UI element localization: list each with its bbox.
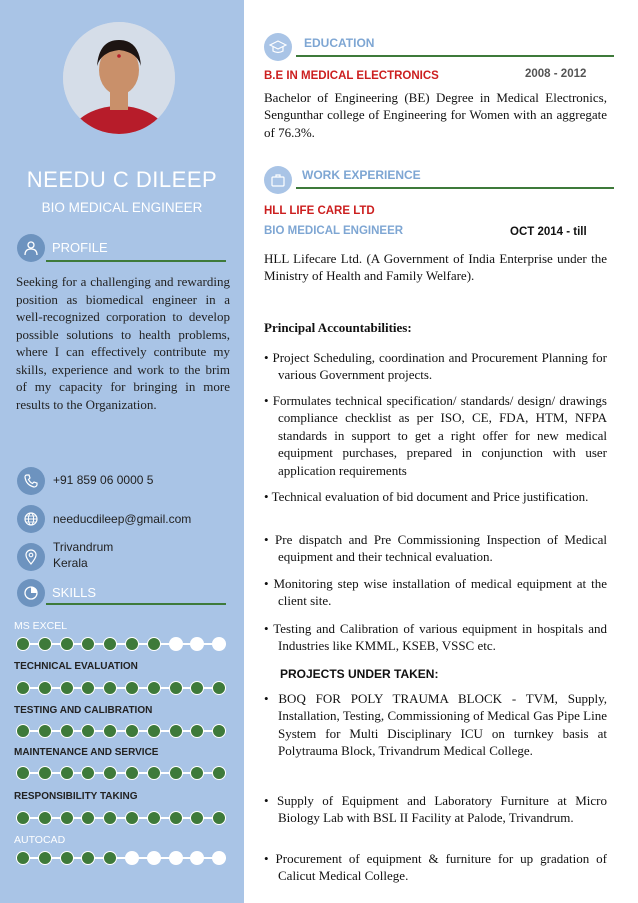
skill-dot-empty xyxy=(190,851,204,865)
accountability-item: • Pre dispatch and Pre Commissioning Inspection of Medical equipment and their technical evaluation. xyxy=(264,532,607,565)
work-divider xyxy=(296,187,614,189)
skill-dot-filled xyxy=(81,811,95,825)
skill-label-responsibility: RESPONSIBILITY TAKING xyxy=(14,791,138,802)
skill-dot-empty xyxy=(212,637,226,651)
sidebar xyxy=(0,0,244,903)
work-title: WORK EXPERIENCE xyxy=(302,168,421,182)
phone-icon xyxy=(17,467,45,495)
skills-gauge-icon xyxy=(17,579,45,607)
skill-dot-filled xyxy=(60,766,74,780)
skill-dot-filled xyxy=(38,681,52,695)
skill-dot-filled xyxy=(190,681,204,695)
skill-dot-filled xyxy=(16,766,30,780)
skill-dot-filled xyxy=(212,724,226,738)
skill-dot-filled xyxy=(103,811,117,825)
accountability-item: • Formulates technical specification/ standards/ design/ drawings compliance checklist as per ISO, CE, FDA, HTM, NFPA standards in support to get a right offer for new medical equipment purchases, prepared in conjunction with user application requirements xyxy=(264,393,607,478)
accountability-item: • Monitoring step wise installation of medical equipment at the client site. xyxy=(264,576,607,609)
skill-label-autocad: AUTOCAD xyxy=(14,834,66,846)
skill-dot-filled xyxy=(38,851,52,865)
skill-dot-filled xyxy=(103,681,117,695)
skill-dot-filled xyxy=(147,811,161,825)
graduation-cap-icon xyxy=(264,33,292,61)
education-degree: B.E IN MEDICAL ELECTRONICS xyxy=(264,70,439,82)
person-icon xyxy=(17,234,45,262)
accountability-item: • Testing and Calibration of various equipment in hospitals and Industries like KMML, KSEB, VSSC etc. xyxy=(264,621,607,654)
skill-dot-filled xyxy=(169,811,183,825)
accountabilities-title: Principal Accountabilities: xyxy=(264,320,412,335)
skill-dot-empty xyxy=(169,851,183,865)
candidate-role: BIO MEDICAL ENGINEER xyxy=(41,200,203,215)
accountability-item: • Project Scheduling, coordination and Procurement Planning for various Government projects. xyxy=(264,350,607,383)
skill-dot-filled xyxy=(190,766,204,780)
skill-dot-filled xyxy=(147,637,161,651)
profile-title: PROFILE xyxy=(52,240,108,255)
skill-dot-empty xyxy=(190,637,204,651)
skill-dot-filled xyxy=(103,851,117,865)
skill-dot-filled xyxy=(38,766,52,780)
skill-dot-filled xyxy=(125,637,139,651)
skill-dot-filled xyxy=(81,851,95,865)
profile-text: Seeking for a challenging and rewarding position as biomedical engineer in a well-recognized corporation to develop possible solutions to health problems, where I can effectively contribute my skills, experience and work to the brim of my capacity for bringing in more results to the Organization. xyxy=(16,274,230,412)
skill-rating-technical-evaluation xyxy=(16,681,236,695)
skill-dot-filled xyxy=(190,811,204,825)
work-dates: OCT 2014 - till xyxy=(510,226,587,238)
project-item: • Supply of Equipment and Laboratory Furniture at Micro Biology Lab with BSL II Facility at Palode, Trivandrum. xyxy=(264,793,607,826)
skill-dot-filled xyxy=(81,766,95,780)
phone-number: +91 859 06 0000 5 xyxy=(53,473,154,487)
skill-dot-empty xyxy=(169,637,183,651)
skill-dot-filled xyxy=(38,724,52,738)
skill-label-testing-calibration: TESTING AND CALIBRATION xyxy=(14,705,153,716)
skill-dot-filled xyxy=(16,637,30,651)
skill-dot-filled xyxy=(147,724,161,738)
skill-dot-filled xyxy=(169,724,183,738)
skill-dot-filled xyxy=(60,851,74,865)
projects-title: PROJECTS UNDER TAKEN: xyxy=(280,667,439,681)
profile-photo xyxy=(63,22,175,134)
skill-rating-responsibility xyxy=(16,811,236,825)
skill-dot-filled xyxy=(60,811,74,825)
skill-dot-empty xyxy=(212,851,226,865)
skill-dot-filled xyxy=(147,681,161,695)
skill-label-technical-evaluation: TECHNICAL EVALUATION xyxy=(14,661,138,672)
education-title: EDUCATION xyxy=(304,36,375,50)
skill-dot-filled xyxy=(60,724,74,738)
education-description: Bachelor of Engineering (BE) Degree in Medical Electronics, Sengunthar college of Engineering for Women with an aggregate of 76.3%. xyxy=(264,90,607,140)
skill-dot-filled xyxy=(60,637,74,651)
skill-dot-filled xyxy=(169,681,183,695)
work-description: HLL Lifecare Ltd. (A Government of India Enterprise under the Ministry of Health and Family Welfare). xyxy=(264,251,607,284)
education-years: 2008 - 2012 xyxy=(525,68,587,80)
skill-dot-filled xyxy=(16,681,30,695)
briefcase-icon xyxy=(264,166,292,194)
work-position: BIO MEDICAL ENGINEER xyxy=(264,225,404,237)
profile-divider xyxy=(46,260,226,262)
skill-dot-empty xyxy=(147,851,161,865)
email-address[interactable]: needucdileep@gmail.com xyxy=(53,512,192,526)
skill-label-maintenance-service: MAINTENANCE AND SERVICE xyxy=(14,747,159,758)
skill-dot-filled xyxy=(103,637,117,651)
work-company: HLL LIFE CARE LTD xyxy=(264,205,375,217)
skill-dot-filled xyxy=(190,724,204,738)
skill-rating-autocad xyxy=(16,851,236,865)
skill-rating-maintenance-service xyxy=(16,766,236,780)
skills-divider xyxy=(46,603,226,605)
skill-dot-filled xyxy=(81,637,95,651)
skill-dot-filled xyxy=(16,724,30,738)
globe-icon xyxy=(17,505,45,533)
skill-dot-filled xyxy=(16,811,30,825)
location-pin-icon xyxy=(17,543,45,571)
skill-dot-filled xyxy=(125,724,139,738)
skill-dot-filled xyxy=(60,681,74,695)
skill-rating-ms-excel xyxy=(16,637,236,651)
skill-dot-filled xyxy=(147,766,161,780)
project-item: • Procurement of equipment & furniture for up gradation of Calicut Medical College. xyxy=(264,851,607,884)
skill-dot-filled xyxy=(103,724,117,738)
skill-dot-filled xyxy=(212,811,226,825)
skill-dot-filled xyxy=(38,637,52,651)
project-item: • BOQ FOR POLY TRAUMA BLOCK - TVM, Supply, Installation, Testing, Commissioning of Medical Gas Pipe Line System for Multi Disciplinary ICU on turnkey basis at Polytrauma Block, Trivandrum Medical College. xyxy=(264,691,607,759)
skill-label-ms-excel: MS EXCEL xyxy=(14,620,68,632)
skill-dot-filled xyxy=(38,811,52,825)
skill-dot-filled xyxy=(125,681,139,695)
skill-dot-filled xyxy=(125,811,139,825)
skill-rating-testing-calibration xyxy=(16,724,236,738)
skill-dot-filled xyxy=(212,766,226,780)
skill-dot-filled xyxy=(103,766,117,780)
skill-dot-empty xyxy=(125,851,139,865)
location-city: Trivandrum xyxy=(53,540,114,554)
skill-dot-filled xyxy=(169,766,183,780)
skill-dot-filled xyxy=(16,851,30,865)
accountability-item: • Technical evaluation of bid document and Price justification. xyxy=(264,489,589,504)
candidate-name: NEEDU C DILEEP xyxy=(26,167,218,192)
skill-dot-filled xyxy=(81,724,95,738)
education-divider xyxy=(296,55,614,57)
skill-dot-filled xyxy=(125,766,139,780)
skills-title: SKILLS xyxy=(52,585,97,600)
skill-dot-filled xyxy=(212,681,226,695)
skill-dot-filled xyxy=(81,681,95,695)
location-state: Kerala xyxy=(53,556,88,570)
